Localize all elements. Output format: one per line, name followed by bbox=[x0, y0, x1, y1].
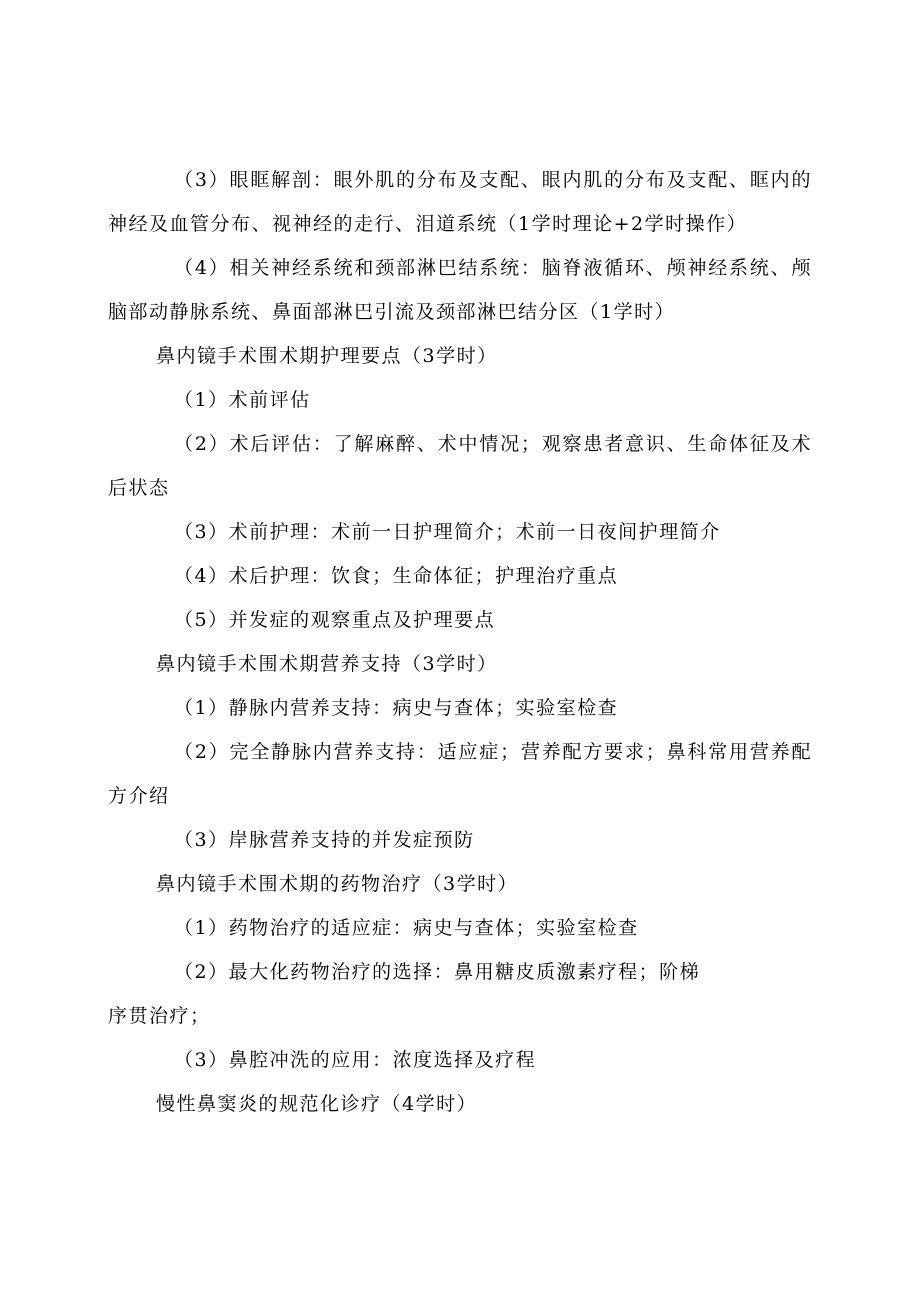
heading-drug-therapy: 鼻内镜手术围术期的药物治疗（3学时） bbox=[156, 873, 519, 895]
paragraph-complications: （5）并发症的观察重点及护理要点 bbox=[174, 609, 496, 631]
document-body bbox=[108, 158, 812, 1126]
heading-chronic-sinusitis: 慢性鼻窦炎的规范化诊疗（4学时） bbox=[156, 1093, 478, 1115]
heading-nutrition-support: 鼻内镜手术围术期营养支持（3学时） bbox=[156, 653, 498, 675]
paragraph-nutrition-complications: （3）岸脉营养支持的并发症预防 bbox=[174, 829, 475, 851]
paragraph-nasal-irrigation: （3）鼻腔冲洗的应用：浓度选择及疗程 bbox=[174, 1049, 537, 1071]
paragraph-preop-assessment: （1）术前评估 bbox=[174, 389, 311, 411]
heading-perioperative-nursing: 鼻内镜手术围术期护理要点（3学时） bbox=[156, 345, 498, 367]
paragraph-iv-nutrition: （1）静脉内营养支持：病史与查体；实验室检查 bbox=[174, 697, 619, 719]
paragraph-eye-orbit-anatomy: （3）眼眶解剖：眼外肌的分布及支配、眼内肌的分布及支配、眶内的神经及血管分布、视神经的走行、泪道系统（1学时理论+2学时操作） bbox=[108, 169, 812, 235]
paragraph-postop-assessment: （2）术后评估：了解麻醉、术中情况；观察患者意识、生命体征及术后状态 bbox=[108, 433, 812, 499]
paragraph-postop-nursing: （4）术后护理：饮食；生命体征；护理治疗重点 bbox=[174, 565, 619, 587]
paragraph-preop-nursing: （3）术前护理：术前一日护理简介；术前一日夜间护理简介 bbox=[174, 521, 721, 543]
paragraph-max-drug-therapy: （2）最大化药物治疗的选择：鼻用糖皮质激素疗程；阶梯 序贯治疗； bbox=[108, 961, 701, 1027]
paragraph-total-iv-nutrition: （2）完全静脉内营养支持：适应症；营养配方要求；鼻科常用营养配方介绍 bbox=[108, 741, 812, 807]
paragraph-drug-indications: （1）药物治疗的适应症：病史与查体；实验室检查 bbox=[174, 917, 639, 939]
paragraph-nervous-lymph-system: （4）相关神经系统和颈部淋巴结系统：脑脊液循环、颅神经系统、颅脑部动静脉系统、鼻面部淋巴引流及颈部淋巴结分区（1学时） bbox=[108, 257, 812, 323]
